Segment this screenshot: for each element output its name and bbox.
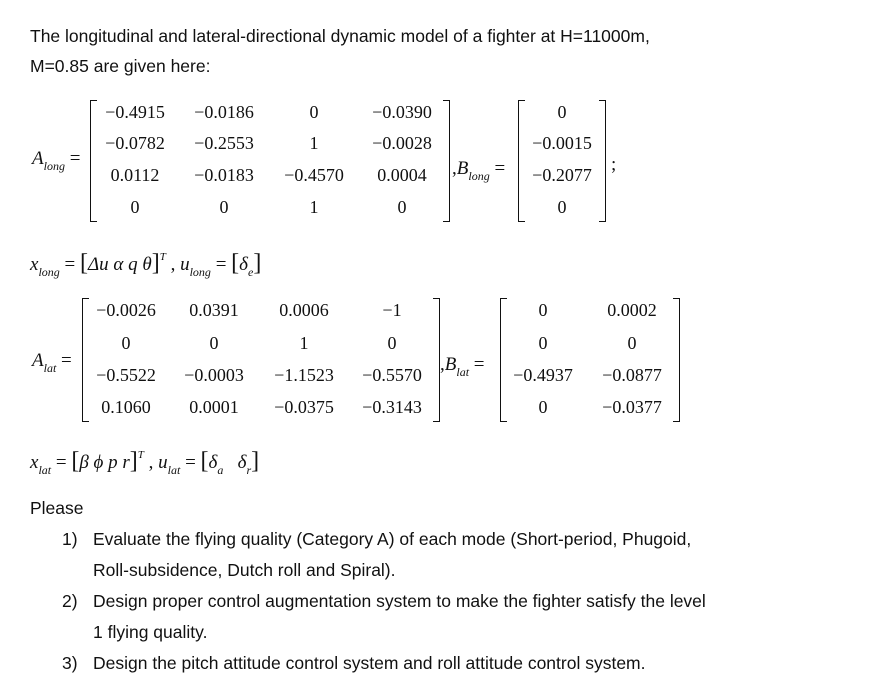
- matrix-cell: 0: [538, 333, 548, 353]
- matrix-cell: −0.4915: [105, 102, 165, 122]
- matrix-cell: −0.0377: [602, 397, 662, 417]
- matrix-cell: −0.0186: [194, 102, 254, 122]
- matrix-cell: −0.0877: [602, 365, 662, 385]
- intro-line-1: The longitudinal and lateral-directional dynamic model of a fighter at H=11000m,: [30, 26, 650, 46]
- item-2-line-1: Design proper control augmentation system to make the fighter satisfy the level: [93, 591, 706, 611]
- matrix-cell: −1: [382, 300, 402, 320]
- semicolon: ;: [611, 154, 617, 175]
- left-bracket: [82, 298, 89, 422]
- b-lat-matrix: [500, 298, 680, 422]
- matrix-cell: −0.4937: [513, 365, 573, 385]
- matrix-cell: 0.0004: [377, 165, 427, 185]
- item-2-number: 2): [62, 591, 78, 611]
- matrix-cell: −0.3143: [362, 397, 422, 417]
- matrix-cell: 0: [309, 102, 319, 122]
- please-heading: Please: [30, 498, 84, 518]
- item-1-number: 1): [62, 529, 78, 549]
- item-3-line-1: Design the pitch attitude control system and roll attitude control system.: [93, 653, 646, 673]
- matrix-cell: 0: [538, 397, 548, 417]
- matrix-cell: −1.1523: [274, 365, 334, 385]
- matrix-cell: −0.2553: [194, 133, 254, 153]
- matrix-cell: 0: [209, 333, 219, 353]
- matrix-cell: 0: [557, 102, 567, 122]
- b-long-matrix: [518, 100, 606, 222]
- right-bracket: [433, 298, 440, 422]
- item-1-line-1: Evaluate the flying quality (Category A) of each mode (Short-period, Phugoid,: [93, 529, 692, 549]
- x-long-definition: $x_{long} = [\Delta u$ α q θ]$^T$ , $u_{long} = [\delta_e]$: [30, 250, 262, 279]
- matrix-cell: −0.2077: [532, 165, 592, 185]
- x-lat-definition: $x_{lat} = [\beta$ ϕ p r]$^T$ , $u_{lat} = [\delta_a$ $\delta_r$]: [30, 448, 260, 477]
- matrix-cell: −0.5570: [362, 365, 422, 385]
- matrix-cell: 0.0112: [110, 165, 160, 185]
- matrix-cell: −0.0026: [96, 300, 156, 320]
- matrix-cell: 0: [397, 197, 407, 217]
- item-3-number: 3): [62, 653, 78, 673]
- a-long-matrix: [90, 100, 450, 222]
- matrix-cell: 0: [121, 333, 131, 353]
- a-lat-label: $A_{lat}$ =: [32, 350, 72, 375]
- b-long-label: $,B_{long}$ =: [452, 158, 506, 183]
- matrix-cell: −0.4570: [284, 165, 344, 185]
- matrix-cell: 0.0006: [279, 300, 329, 320]
- matrix-cell: −0.0375: [274, 397, 334, 417]
- intro-line-2: M=0.85 are given here:: [30, 56, 211, 76]
- matrix-cell: −0.5522: [96, 365, 156, 385]
- right-bracket: [673, 298, 680, 422]
- a-lat-matrix: [82, 298, 440, 422]
- matrix-cell: −0.0183: [194, 165, 254, 185]
- matrix-cell: 1: [299, 333, 309, 353]
- right-bracket: [443, 100, 450, 222]
- matrix-cell: 0: [557, 197, 567, 217]
- matrix-cell: 0: [387, 333, 397, 353]
- matrix-cell: 0.0391: [189, 300, 239, 320]
- matrix-cell: 0: [130, 197, 140, 217]
- left-bracket: [90, 100, 97, 222]
- matrix-cell: 0.1060: [101, 397, 151, 417]
- item-1-line-2: Roll-subsidence, Dutch roll and Spiral).: [93, 560, 396, 580]
- matrix-cell: 0: [538, 300, 548, 320]
- matrix-cell: −0.0003: [184, 365, 244, 385]
- matrix-cell: −0.0782: [105, 133, 165, 153]
- item-2-line-2: 1 flying quality.: [93, 622, 208, 642]
- b-lat-label: $,B_{lat}$ =: [440, 354, 485, 379]
- matrix-cell: −0.0390: [372, 102, 432, 122]
- matrix-cell: 1: [309, 197, 319, 217]
- matrix-cell: −0.0028: [372, 133, 432, 153]
- a-long-label: $A_{long}$ =: [32, 148, 81, 173]
- matrix-cell: 1: [309, 133, 319, 153]
- right-bracket: [599, 100, 606, 222]
- left-bracket: [500, 298, 507, 422]
- matrix-cell: 0: [627, 333, 637, 353]
- matrix-cell: 0: [219, 197, 229, 217]
- matrix-cell: 0.0001: [189, 397, 239, 417]
- left-bracket: [518, 100, 525, 222]
- matrix-cell: −0.0015: [532, 133, 592, 153]
- matrix-cell: 0.0002: [607, 300, 657, 320]
